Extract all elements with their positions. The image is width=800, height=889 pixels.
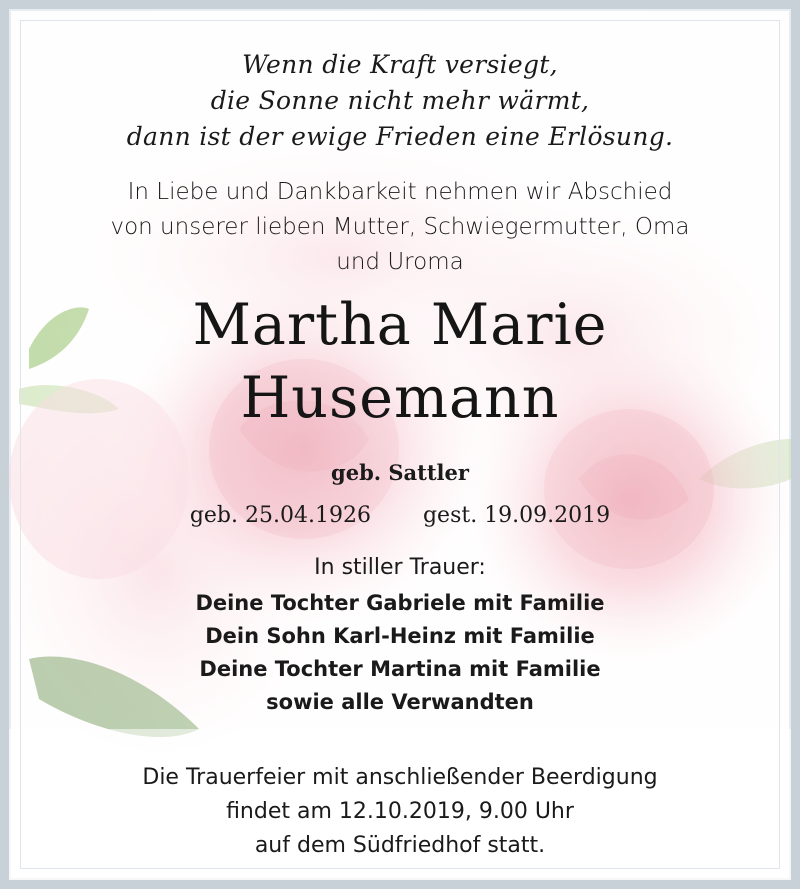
intro-line: und Uroma <box>336 249 464 275</box>
birth-date: geb. 25.04.1926 <box>189 503 371 528</box>
poem-line: die Sonne nicht mehr wärmt, <box>210 86 590 115</box>
poem-line: Wenn die Kraft versiegt, <box>242 50 558 79</box>
mourning-label: In stiller Trauer: <box>314 555 486 580</box>
funeral-details <box>9 761 791 863</box>
deceased-name <box>9 289 791 435</box>
poem-line: dann ist der ewige Frieden eine Erlösung. <box>126 122 674 151</box>
mourner-entry: sowie alle Verwandten <box>266 690 534 714</box>
deceased-surname: Husemann <box>240 365 560 431</box>
poem <box>9 47 791 155</box>
funeral-line: auf dem Südfriedhof statt. <box>254 833 546 858</box>
deceased-first-names: Martha Marie <box>192 292 608 358</box>
farewell-intro <box>9 175 791 280</box>
life-dates <box>9 500 791 532</box>
obituary-content <box>9 9 791 880</box>
funeral-line: findet am 12.10.2019, 9.00 Uhr <box>226 799 574 824</box>
mourner-entry: Dein Sohn Karl-Heinz mit Familie <box>205 624 595 648</box>
maiden-name: geb. Sattler <box>331 460 469 485</box>
mourner-entry: Deine Tochter Martina mit Familie <box>199 657 601 681</box>
mourners-list <box>9 587 791 719</box>
funeral-line: Die Trauerfeier mit anschließender Beerdigung <box>142 765 658 790</box>
intro-line: von unserer lieben Mutter, Schwiegermutter, Oma <box>110 214 690 240</box>
death-date: gest. 19.09.2019 <box>422 503 611 528</box>
intro-line: In Liebe und Dankbarkeit nehmen wir Abschied <box>127 179 673 205</box>
mourner-entry: Deine Tochter Gabriele mit Familie <box>195 591 605 615</box>
